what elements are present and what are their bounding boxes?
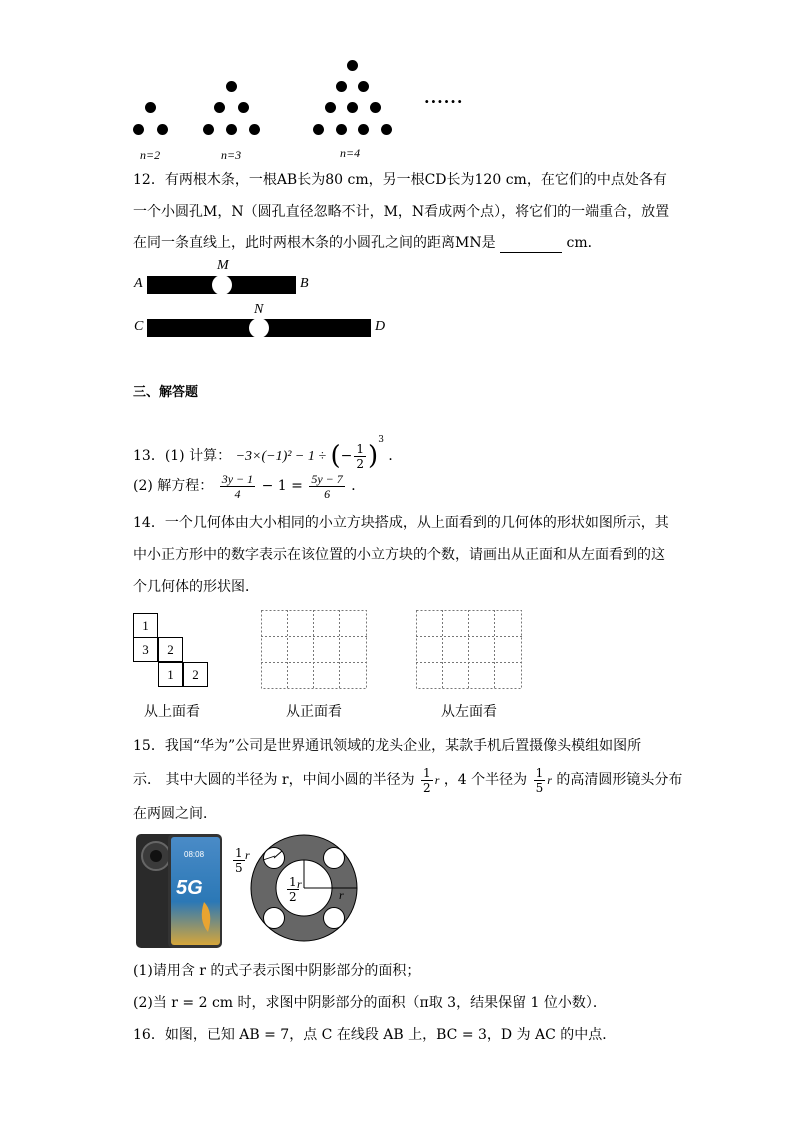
top-view-cell: 1 <box>133 613 158 638</box>
q13-rhs-num: 5y − 7 <box>311 471 343 486</box>
q15-line2-c: 的高清圆形镜头分布 <box>556 772 683 788</box>
ellipsis: ······ <box>424 92 464 111</box>
dot <box>249 124 260 135</box>
q12-line3-unit: cm． <box>566 235 602 251</box>
q13-lhs-den: 4 <box>234 486 241 501</box>
dot-label-n4: n=4 <box>340 146 361 160</box>
ring-label-half: $\frac{1}{2}$ <box>289 875 297 904</box>
dot <box>358 81 369 92</box>
top-view-cell: 3 <box>133 637 158 662</box>
top-view-cell: 2 <box>183 662 208 687</box>
left-view-dashed-grid[interactable] <box>416 610 522 689</box>
q15-frac1-num: 1 <box>423 765 431 780</box>
q12-line1: 12．有两根木条，一根AB长为80 cm，另一根CD长为120 cm，在它们的中点处各有 <box>133 172 667 188</box>
dot <box>226 124 237 135</box>
hole-M <box>212 275 232 295</box>
ring-label-r-inner: r <box>297 877 302 891</box>
q13-rhs-den: 6 <box>324 486 331 501</box>
dot <box>358 124 369 135</box>
label-D: D <box>375 319 386 334</box>
q13-part1-end: ． <box>388 448 403 464</box>
label-C: C <box>134 319 144 334</box>
dot <box>347 102 358 113</box>
dot <box>313 124 324 135</box>
phone-time: 08:08 <box>184 850 205 859</box>
q15-line2-b: ，4 个半径为 <box>443 772 528 788</box>
q13-part1-expr: −3×(−1)² − 1 ÷ <box>235 449 327 464</box>
q15-line3: 在两圆之间． <box>133 806 217 822</box>
q13-part2 <box>133 468 365 504</box>
caption-left-view: 从左面看 <box>441 704 497 720</box>
label-N: N <box>254 302 264 317</box>
q13-part2-mid: − 1 = <box>261 478 303 494</box>
q14-line2: 中小正方形中的数字表示在该位置的小立方块的个数，请画出从正面和从左面看到的这 <box>133 547 665 563</box>
ring-label-fifth: $\frac{1}{5}$ <box>235 846 243 875</box>
dot <box>370 102 381 113</box>
q15-sub2: (2)当 r = 2 cm 时，求图中阴影部分的面积（π取 3，结果保留 1 位小数）． <box>133 995 607 1011</box>
q13-part2-end: ． <box>351 478 366 494</box>
q15-frac2-den: 5 <box>535 780 544 795</box>
label-M: M <box>217 258 229 273</box>
dot <box>145 102 156 113</box>
q12-line3 <box>133 233 602 253</box>
label-B: B <box>300 276 309 291</box>
q15-line2 <box>133 762 682 798</box>
dot <box>325 102 336 113</box>
ring-label-r-small: r <box>245 848 250 862</box>
section-heading: 三、解答题 <box>133 385 199 400</box>
dot <box>226 81 237 92</box>
caption-front-view: 从正面看 <box>286 704 342 720</box>
q15-frac2-num: 1 <box>535 765 544 780</box>
q13-frac-num: 1 <box>356 441 365 456</box>
q13-frac-den: 2 <box>356 456 365 471</box>
q15-frac1-den: 2 <box>423 780 431 795</box>
dot <box>133 124 144 135</box>
top-view-cell: 1 <box>158 662 183 687</box>
q15-r2: r <box>547 773 552 787</box>
top-view-cell: 2 <box>158 637 183 662</box>
q14-line3: 个几何体的形状图． <box>133 579 259 595</box>
q12-line3-text: 在同一条直线上，此时两根木条的小圆孔之间的距离MN是 <box>133 235 496 251</box>
q13-part2-prefix: (2) 解方程： <box>133 478 214 494</box>
q15-sub1: (1)请用含 r 的式子表示图中阴影部分的面积； <box>133 963 421 979</box>
dot-label-n2: n=2 <box>140 148 161 162</box>
front-view-dashed-grid[interactable] <box>261 610 367 689</box>
q15-r1: r <box>434 773 440 787</box>
q13-part1-prefix: 13．(1) 计算： <box>133 448 232 464</box>
hole-N <box>249 318 269 338</box>
ring-label-r-outer: r <box>339 888 344 902</box>
q12-line2: 一个小圆孔M，N（圆孔直径忽略不计，M，N看成两个点），将它们的一端重合，放置 <box>133 204 670 220</box>
phone-5g-badge: 5G <box>176 877 203 899</box>
caption-top-view: 从上面看 <box>144 704 200 720</box>
q15-line2-a: 示． 其中大圆的半径为 r，中间小圆的半径为 <box>133 772 415 788</box>
q13-part1: 13．(1) 计算： −3×(−1)² − 1 ÷ (− $\frac{1}{2}$ )$^3$ ． <box>133 435 403 471</box>
dot <box>381 124 392 135</box>
q14-line1: 14．一个几何体由大小相同的小立方块搭成，从上面看到的几何体的形状如图所示，其 <box>133 515 669 531</box>
q16-line1: 16．如图，已知 AB = 7，点 C 在线段 AB 上，BC = 3，D 为 AC 的中点． <box>133 1027 617 1043</box>
q13-exponent: 3 <box>378 435 384 445</box>
q13-lhs-num: 3y − 1 <box>221 471 254 486</box>
answer-blank[interactable] <box>500 238 562 253</box>
dot <box>214 102 225 113</box>
label-A: A <box>134 276 143 291</box>
dot <box>157 124 168 135</box>
dot <box>336 81 347 92</box>
q15-line1: 15．我国“华为”公司是世界通讯领域的龙头企业，某款手机后置摄像头模组如图所 <box>133 738 642 754</box>
dot <box>203 124 214 135</box>
dot <box>347 60 358 71</box>
dot-label-n3: n=3 <box>221 148 242 162</box>
dot <box>336 124 347 135</box>
dot <box>238 102 249 113</box>
